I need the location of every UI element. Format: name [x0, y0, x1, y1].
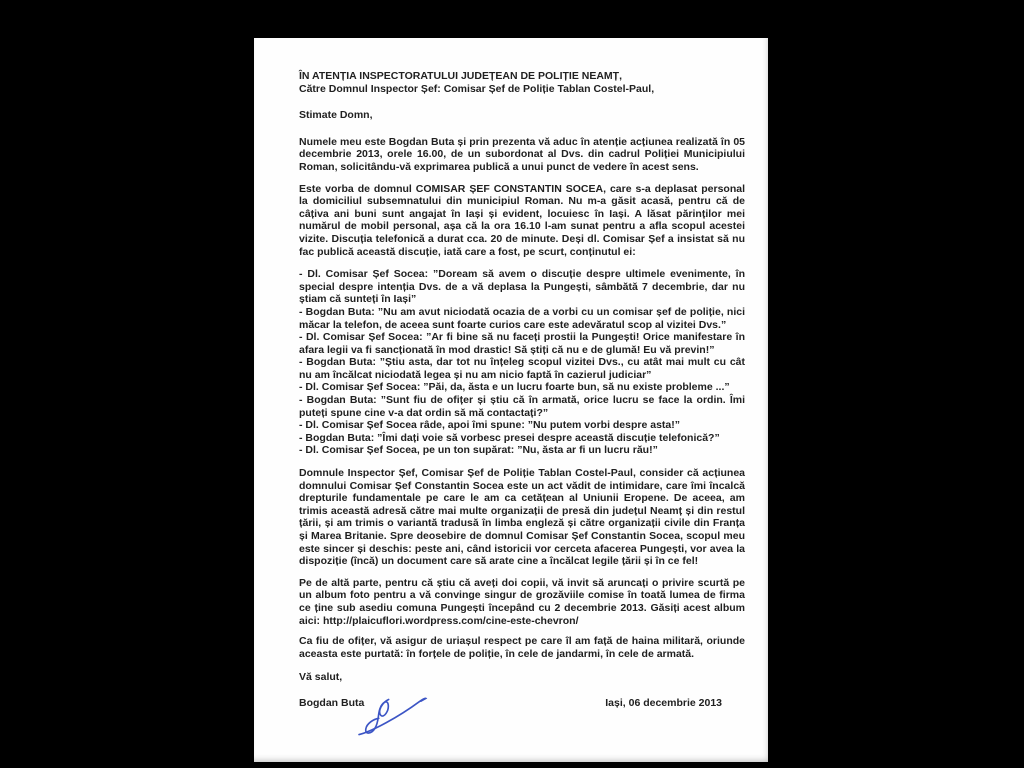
- dialogue-line-buta-4: - Bogdan Buta: ”Îmi dați voie să vorbesc presei despre această discuție telefonică?”: [299, 431, 720, 444]
- paragraph-respect: Ca fiu de ofițer, vă asigur de uriașul respect pe care îl am față de haina militară, oriunde aceasta este purtată: în forțele de poliție, în cele de jandarmi, în cele de armată.: [299, 635, 745, 660]
- album-url: http://plaicuflori.wordpress.com/cine-este-chevron/: [322, 614, 579, 627]
- signer-name: Bogdan Buta: [299, 696, 365, 709]
- dialogue-line-socea-2: - Dl. Comisar Șef Socea: ”Ar fi bine să nu faceți prostii la Pungești! Orice manifestare în afara legii va fi sancționată în mod drastic! Să știți că nu e de glumă! Eu vă previn!”: [299, 331, 745, 356]
- paragraph-intro: Numele meu este Bogdan Buta și prin prezenta vă aduc în atenție acțiunea realizată în 05 decembrie 2013, orele 16.00, de un subordonat al Dvs. din cadrul Poliției Municipiului Roman, solicitându-vă exprimarea publică a unui punct de vedere în acest sens.: [299, 135, 745, 173]
- letter-header: [299, 70, 745, 95]
- dialogue-line-socea-3: - Dl. Comisar Șef Socea: ”Păi, da, ăsta e un lucru foarte bun, să nu existe probleme ...”: [299, 381, 730, 394]
- handwritten-signature-ink: [354, 694, 432, 740]
- paragraph-album: [299, 577, 745, 627]
- recipient-person: Către Domnul Inspector Șef: Comisar Șef de Poliție Tablan Costel-Paul,: [299, 82, 655, 95]
- signature-row: [299, 697, 745, 710]
- salutation: Stimate Domn,: [299, 109, 373, 122]
- dialogue-line-socea-5: - Dl. Comisar Șef Socea, pe un ton supărat: ”Nu, ăsta ar fi un lucru rău!”: [299, 444, 658, 457]
- paragraph-consider: Domnule Inspector Șef, Comisar Șef de Poliție Tablan Costel-Paul, consider că acțiunea domnului Comisar Șef Constantin Socea este un act vădit de intimidare, care îmi încalcă drepturile fundamentale pe care le am ca cetățean al Uniunii Eropene. De aceea, am trimis această adresă către mai multe organizații de presă din județul Neamț și din restul țării, și am trimis o variantă tradusă în limba engleză și către organizații civile din Franța și Marea Britanie. Spre deosebire de domnul Comisar Șef Constantin Socea, scopul meu este sincer și deschis: peste ani, când istoricii vor cerceta afacerea Pungești, vor avea la dispoziție (încă) un document care să arate cine a încălcat legile țării și în ce fel!: [299, 467, 745, 568]
- letter-document-page: [254, 38, 768, 762]
- place-date: Iași, 06 decembrie 2013: [605, 696, 722, 709]
- dialogue-block: [299, 268, 745, 457]
- paragraph-visit: Este vorba de domnul COMISAR ȘEF CONSTANTIN SOCEA, care s-a deplasat personal la domiciliul subsemnatului din municipiul Roman. Nu m-a găsit acasă, pentru că de câțiva ani buni sunt angajat în Iași și evident, locuiesc în Iași. A lăsat părinților mei numărul de mobil personal, așa că la ora 16.10 l-am sunat pentru a afla scopul acestei vizite. Discuția telefonică a durat cca. 20 de minute. Deși dl. Comisar Șef a insistat să nu fac publică această discuție, iată care a fost, pe scurt, conținutul ei:: [299, 182, 745, 258]
- recipient-institution: ÎN ATENȚIA INSPECTORATULUI JUDEȚEAN DE POLIȚIE NEAMȚ,: [299, 70, 622, 82]
- dialogue-line-buta-3: - Bogdan Buta: ”Sunt fiu de ofițer și știu că în armată, orice lucru se face la ordin. Îmi puteți spune cine v-a dat ordin să mă contactați?”: [299, 394, 745, 419]
- dialogue-line-buta-2: - Bogdan Buta: ”Știu asta, dar tot nu înțeleg scopul vizitei Dvs., cu atât mai mult cu cât nu am încălcat niciodată legea și nu am nicio faptă în cazierul judiciar”: [299, 356, 745, 381]
- dialogue-line-socea-1: - Dl. Comisar Șef Socea: ”Doream să avem o discuție despre ultimele evenimente, în special despre intenția Dvs. de a vă deplasa la Pungești, sâmbătă 7 decembrie, dar nu știam că sunteți în Iași”: [299, 268, 745, 306]
- dialogue-line-socea-4: - Dl. Comisar Șef Socea râde, apoi îmi spune: ”Nu putem vorbi despre asta!”: [299, 419, 681, 432]
- closing-salute: Vă salut,: [299, 671, 343, 684]
- paragraph-album-text: Pe de altă parte, pentru că știu că aveți doi copii, vă invit să aruncați o privire scurtă pe un album foto pentru a vă convinge singur de grozăviile comise în toată lumea de firma ce ține sub asediu comuna Pungești începând cu 2 decembrie 2013. Găsiți acest album aici:: [299, 576, 745, 627]
- dialogue-line-buta-1: - Bogdan Buta: ”Nu am avut niciodată ocazia de a vorbi cu un comisar șef de poliție, nici măcar la telefon, de aceea sunt foarte curios care este adevăratul scop al vizitei Dvs.”: [299, 305, 745, 331]
